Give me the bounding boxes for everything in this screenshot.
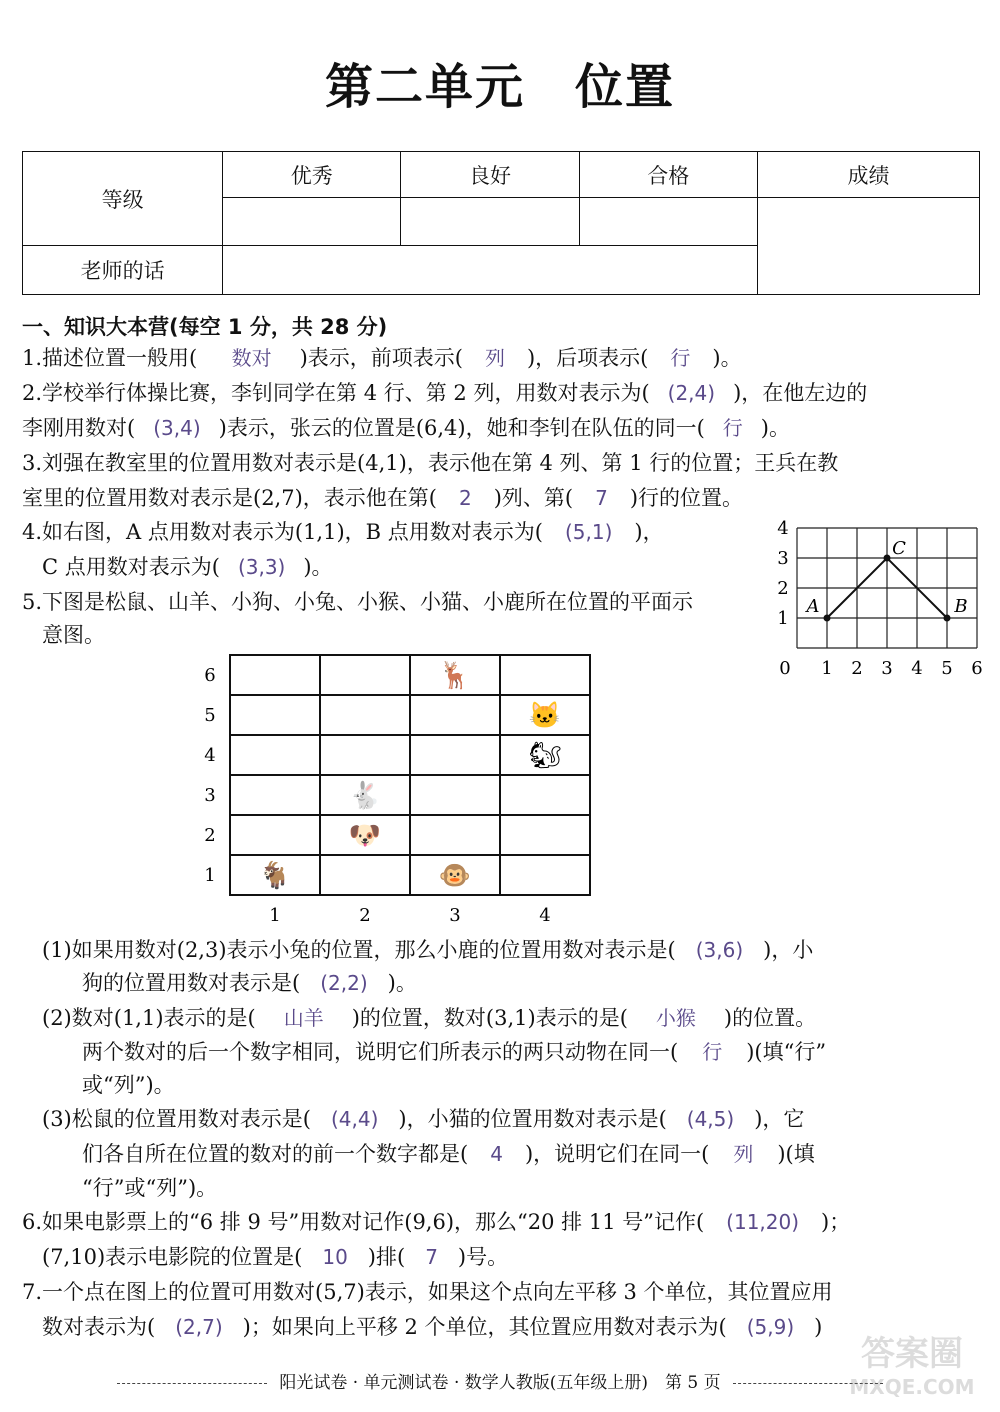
page-title: 第二单元 位置 bbox=[324, 59, 675, 115]
animal-position-grid bbox=[190, 650, 610, 930]
grade-table bbox=[22, 151, 980, 295]
sub-question-3-line-3: “行”或“列”)。 bbox=[82, 1176, 218, 1200]
column-label: 2 bbox=[359, 905, 371, 926]
x-tick-label: 1 bbox=[821, 658, 833, 679]
sub-question-3-line-1: (3)松鼠的位置用数对表示是( (4,4) )，小猫的位置用数对表示是( (4,5) )，它 bbox=[42, 1107, 805, 1131]
point-c-marker bbox=[884, 555, 891, 562]
grade-cell-pass[interactable] bbox=[579, 198, 757, 246]
sub-question-1-line-1: (1)如果用数对(2,3)表示小兔的位置，那么小鹿的位置用数对表示是( (3,6) )，小 bbox=[42, 938, 814, 962]
sub-question-2-line-3: 或“列”)。 bbox=[82, 1073, 175, 1097]
grade-cell-good[interactable] bbox=[401, 198, 579, 246]
column-label: 3 bbox=[449, 905, 461, 926]
sub-question-3-line-2: 们各自所在位置的数对的前一个数字都是( 4 )，说明它们在同一( 列 )(填 bbox=[82, 1142, 815, 1166]
sub-question-2-line-2: 两个数对的后一个数字相同，说明它们所表示的两只动物在同一( 行 )(填“行” bbox=[82, 1040, 827, 1064]
column-label: 1 bbox=[269, 905, 281, 926]
question-4-line-2: C 点用数对表示为( (3,3) )。 bbox=[42, 555, 333, 579]
question-2-line-1: 2.学校举行体操比赛，李钊同学在第 4 行、第 2 列，用数对表示为( (2,4) )，在他左边的 bbox=[22, 381, 868, 405]
section-heading: 一、知识大本营(每空 1 分，共 28 分) bbox=[22, 315, 388, 339]
point-c-label: C bbox=[892, 538, 906, 559]
grade-good: 良好 bbox=[401, 152, 579, 198]
teacher-comment-cell[interactable] bbox=[223, 246, 758, 295]
question-7-line-2: 数对表示为( (2,7) )；如果向上平移 2 个单位，其位置应用数对表示为( (5,9) ) bbox=[42, 1315, 823, 1339]
x-tick-label: 2 bbox=[851, 658, 863, 679]
point-b-marker bbox=[944, 615, 951, 622]
score-label: 成绩 bbox=[757, 152, 979, 198]
row-label: 4 bbox=[204, 745, 216, 766]
row-label: 3 bbox=[204, 785, 216, 806]
column-label: 4 bbox=[539, 905, 551, 926]
question-3-line-2: 室里的位置用数对表示是(2,7)，表示他在第( 2 )列、第( 7 )行的位置。 bbox=[22, 486, 744, 510]
question-3-line-1: 3.刘强在教室里的位置用数对表示是(4,1)，表示他在第 4 列、第 1 行的位置；王兵在教 bbox=[22, 451, 839, 475]
grade-pass: 合格 bbox=[579, 152, 757, 198]
teacher-label: 老师的话 bbox=[23, 246, 223, 295]
y-tick-label: 2 bbox=[777, 578, 789, 599]
row-label: 2 bbox=[204, 825, 216, 846]
animal-icon: 🐐山羊 bbox=[258, 861, 292, 891]
x-tick-label: 0 bbox=[779, 658, 791, 679]
question-5-line-1: 5.下图是松鼠、山羊、小狗、小兔、小猴、小猫、小鹿所在位置的平面示 bbox=[22, 590, 694, 614]
page-footer: 阳光试卷 · 单元测试卷 · 数学人教版(五年级上册) 第 5 页 bbox=[0, 1368, 1000, 1393]
question-7-line-1: 7.一个点在图上的位置可用数对(5,7)表示，如果这个点向左平移 3 个单位，其位置应用 bbox=[22, 1280, 833, 1304]
grade-cell-excellent[interactable] bbox=[223, 198, 401, 246]
sub-question-1-line-2: 狗的位置用数对表示是( (2,2) )。 bbox=[82, 971, 417, 995]
score-cell[interactable] bbox=[757, 198, 979, 295]
question-6-line-1: 6.如果电影票上的“6 排 9 号”用数对记作(9,6)，那么“20 排 11 号”记作( (11,20) )； bbox=[22, 1210, 851, 1234]
point-a-marker bbox=[824, 615, 831, 622]
y-tick-label: 4 bbox=[777, 518, 789, 539]
coordinate-graph bbox=[770, 515, 985, 680]
grade-row-label: 等级 bbox=[23, 152, 223, 246]
watermark: 答案圈 MXQE.COM bbox=[849, 1334, 975, 1399]
question-5-line-2: 意图。 bbox=[42, 623, 105, 647]
y-tick-label: 1 bbox=[777, 608, 789, 629]
x-tick-label: 3 bbox=[881, 658, 893, 679]
question-1: 1.描述位置一般用( 数对 )表示，前项表示( 列 )，后项表示( 行 )。 bbox=[22, 346, 742, 370]
sub-question-2-line-1: (2)数对(1,1)表示的是( 山羊 )的位置，数对(3,1)表示的是( 小猴 )的位置。 bbox=[42, 1006, 817, 1030]
y-tick-label: 3 bbox=[777, 548, 789, 569]
question-6-line-2: (7,10)表示电影院的位置是( 10 )排( 7 )号。 bbox=[42, 1245, 509, 1269]
animal-icon: 🐵小猴 bbox=[438, 861, 472, 891]
animal-icon: 🦌小鹿 bbox=[438, 661, 472, 691]
x-tick-label: 5 bbox=[941, 658, 953, 679]
row-label: 6 bbox=[204, 665, 216, 686]
footer-rule-left bbox=[117, 1383, 267, 1384]
x-tick-label: 6 bbox=[971, 658, 983, 679]
row-label: 5 bbox=[204, 705, 216, 726]
animal-icon: 🐇小兔 bbox=[348, 781, 382, 811]
animal-icon: 🐶小狗 bbox=[348, 821, 382, 851]
question-2-line-2: 李刚用数对( (3,4) )表示，张云的位置是(6,4)，她和李钊在队伍的同一( 行 )。 bbox=[22, 416, 790, 440]
point-a-label: A bbox=[806, 596, 820, 617]
x-tick-label: 4 bbox=[911, 658, 923, 679]
animal-icon: 🐿松鼠 bbox=[528, 741, 562, 771]
row-label: 1 bbox=[204, 865, 216, 886]
question-4-line-1: 4.如右图，A 点用数对表示为(1,1)，B 点用数对表示为( (5,1) )， bbox=[22, 520, 664, 544]
animal-icon: 🐱小猫 bbox=[528, 701, 562, 731]
point-b-label: B bbox=[954, 596, 968, 617]
grade-excellent: 优秀 bbox=[223, 152, 401, 198]
